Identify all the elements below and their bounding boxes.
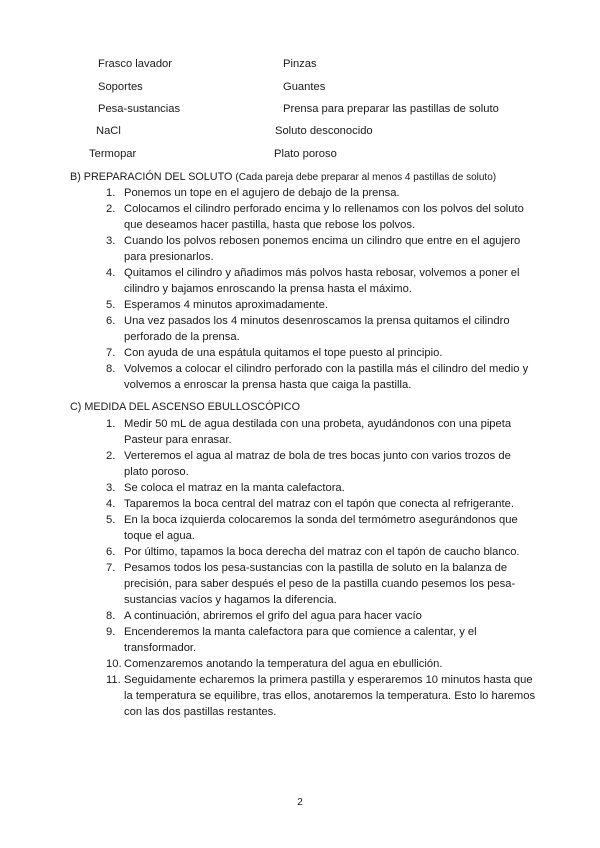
step-number: 7. [106, 562, 116, 574]
material-plato-poroso: Plato poroso [274, 148, 337, 160]
step-number: 8. [106, 363, 116, 375]
material-pesa-sustancias: Pesa-sustancias [98, 103, 181, 115]
step-text: Cuando los polvos rebosen ponemos encima un cilindro que entre en el agujero para presionarlos. [124, 235, 521, 263]
step-number: 6. [106, 315, 116, 327]
step-text: Una vez pasados los 4 minutos desenroscamos la prensa quitamos el cilindro perforado de la prensa. [124, 315, 510, 343]
step-text: Quitamos el cilindro y añadimos más polvos hasta rebosar, volvemos a poner el cilindro y bajamos enroscando la prensa hasta el máximo. [124, 267, 520, 295]
step-text: Encenderemos la manta calefactora para que comience a calentar, y el transformador. [124, 626, 477, 654]
list-item [106, 448, 536, 480]
step-text: Seguidamente echaremos la primera pastilla y esperaremos 10 minutos hasta que la temperatura se equilibre, tras ellos, anotaremos la temperatura. Esto lo haremos con las dos pastillas restantes. [124, 674, 536, 718]
list-item [106, 265, 536, 297]
list-item [106, 480, 536, 496]
material-soportes: Soportes [98, 81, 143, 93]
step-text: Volvemos a colocar el cilindro perforado con la pastilla más el cilindro del medio y volvemos a enroscar la prensa hasta que caiga la pastilla. [124, 363, 529, 391]
list-item [106, 201, 536, 233]
material-pinzas: Pinzas [283, 58, 317, 70]
step-text: Esperamos 4 minutos aproximadamente. [124, 299, 328, 311]
step-number: 5. [106, 514, 116, 526]
step-number: 10. [106, 658, 122, 670]
section-b-title: B) PREPARACIÓN DEL SOLUTO [70, 171, 233, 183]
list-item [106, 560, 536, 608]
list-item [106, 512, 536, 544]
step-number: 8. [106, 610, 116, 622]
list-item [106, 313, 536, 345]
step-text: Por último, tapamos la boca derecha del matraz con el tapón de caucho blanco. [124, 546, 520, 558]
step-number: 5. [106, 299, 116, 311]
section-b-heading [70, 170, 496, 185]
material-nacl: NaCl [96, 125, 121, 137]
step-text: A continuación, abriremos el grifo del agua para hacer vacío [124, 610, 422, 622]
section-c-title: C) MEDIDA DEL ASCENSO EBULLOSCÓPICO [70, 401, 300, 413]
step-number: 4. [106, 267, 116, 279]
step-number: 3. [106, 235, 116, 247]
step-number: 6. [106, 546, 116, 558]
step-text: En la boca izquierda colocaremos la sonda del termómetro asegurándonos que toque el agua. [124, 514, 518, 542]
section-b-subtitle: (Cada pareja debe preparar al menos 4 pastillas de soluto) [235, 172, 497, 183]
material-termopar: Termopar [89, 148, 137, 160]
step-number: 2. [106, 450, 116, 462]
step-number: 11. [106, 674, 121, 686]
list-item [106, 233, 536, 265]
step-text: Colocamos el cilindro perforado encima y lo rellenamos con los polvos del soluto que deseamos hacer pastilla, hasta que rebose los polvos. [124, 203, 524, 231]
list-item [106, 185, 536, 201]
section-c-steps [106, 416, 536, 720]
list-item [106, 624, 536, 656]
list-item [106, 544, 536, 560]
list-item [106, 297, 536, 313]
material-frasco-lavador: Frasco lavador [98, 58, 172, 70]
list-item [106, 608, 536, 624]
step-text: Con ayuda de una espátula quitamos el tope puesto al principio. [124, 347, 443, 359]
list-item [106, 672, 536, 720]
section-c-heading [70, 400, 300, 414]
list-item [106, 361, 536, 393]
step-number: 1. [106, 187, 116, 199]
step-number: 7. [106, 347, 116, 359]
material-soluto-desconocido: Soluto desconocido [275, 125, 373, 137]
list-item [106, 496, 536, 512]
step-text: Ponemos un tope en el agujero de debajo de la prensa. [124, 187, 400, 199]
page-number: 2 [297, 797, 303, 808]
material-prensa: Prensa para preparar las pastillas de soluto [283, 103, 499, 115]
list-item [106, 345, 536, 361]
list-item [106, 656, 536, 672]
list-item [106, 416, 536, 448]
step-text: Taparemos la boca central del matraz con el tapón que conecta al refrigerante. [124, 498, 514, 510]
step-text: Pesamos todos los pesa-sustancias con la pastilla de soluto en la balanza de precisión, para saber después el peso de la pastilla cuando pesemos los pesa-sustancias vacíos y hagamos la diferencia. [124, 562, 516, 606]
step-number: 2. [106, 203, 116, 215]
step-number: 4. [106, 498, 116, 510]
step-text: Se coloca el matraz en la manta calefactora. [124, 482, 345, 494]
step-number: 9. [106, 626, 116, 638]
step-text: Comenzaremos anotando la temperatura del agua en ebullición. [124, 658, 443, 670]
section-b-steps [106, 185, 536, 393]
material-guantes: Guantes [283, 81, 326, 93]
step-number: 3. [106, 482, 116, 494]
step-text: Medir 50 mL de agua destilada con una probeta, ayudándonos con una pipeta Pasteur para enrasar. [124, 418, 512, 446]
step-number: 1. [106, 418, 116, 430]
step-text: Verteremos el agua al matraz de bola de tres bocas junto con varios trozos de plato poroso. [124, 450, 511, 478]
